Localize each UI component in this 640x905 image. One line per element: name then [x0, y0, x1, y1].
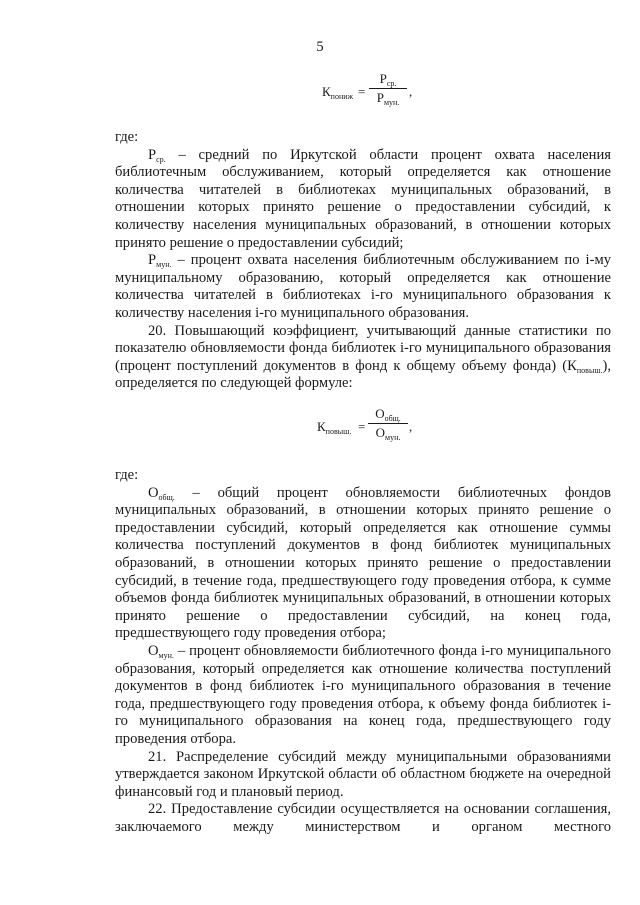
where-label: где: — [115, 467, 139, 483]
item-20-text: 20. Повышающий коэффициент, учитывающий данные статистики по показателю обновляемости фонда библиотек i-го муниципального образования (процент поступлений документов в фонд к общему объему фонда) (К — [115, 322, 611, 374]
item-20-subscript: повыш. — [576, 365, 603, 375]
formula-comma: , — [409, 419, 413, 434]
formula-numerator — [369, 71, 407, 89]
formula-lhs — [317, 419, 351, 435]
formula-denominator-subscript: мун. — [385, 433, 401, 442]
formula-equals: = — [358, 419, 366, 434]
definition-text: – процент обновляемости библиотечного фонда i-го муниципального образования, который определяется как отношение количества поступлений документов в фонд библиотек i-го муниципального образования в течение года, предшествующего году проведения отбора, к объему фонда библиотек i-го муниципального образования на конец года, предшествующего году проведения отбора. — [115, 642, 611, 747]
formula-fraction — [369, 71, 407, 106]
where-label: где: — [115, 129, 139, 145]
term-symbol: Р — [148, 252, 157, 269]
formula-numerator-subscript: ср. — [386, 79, 397, 88]
definition-text: – общий процент обновляемости библиотечных фондов муниципальных образований, в отношении которых принято решение о предоставлении субсидий, который определяется как отношение суммы количества поступлений документов в фонд библиотек муниципальных образований, в отношении которых принято решение о предоставлении субсидий, в течение года, предшествующего году проведения отбора, к сумме объемов фонда библиотек муниципальных образований, в отношении которых принято решение о предоставлении субсидий, на конец года, предшествующего году проведения отбора; — [115, 484, 611, 642]
definition-p-mun — [115, 252, 611, 322]
text-block-2 — [115, 467, 611, 836]
formula-lhs-subscript: повыш. — [325, 427, 352, 436]
formula-fraction — [368, 406, 408, 441]
term-subscript: мун. — [158, 650, 174, 660]
text-block-1 — [115, 129, 611, 393]
formula-numerator-symbol: О — [375, 406, 385, 421]
item-21: 21. Распределение субсидий между муниципальными образованиями утверждается законом Иркутской области об областном бюджете на очередной финансовый год и плановый период. — [115, 748, 611, 800]
definition-text: – процент охвата населения библиотечным обслуживанием по i-му муниципальному образованию, который определяется как отношение количества читателей в библиотеках i-го муниципального образования к количеству населения i-го муниципального образования. — [115, 252, 611, 321]
formula-denominator — [369, 89, 407, 106]
formula-denominator-symbol: О — [375, 425, 386, 440]
definition-text: – средний по Иркутской области процент охвата населения библиотечным обслуживанием, который определяется как отношение количества читателей в библиотеках муниципальных образований, в отношении которых принято решение о предоставлении субсидий, к количеству населения муниципальных образований, в отношении которых принято решение о предоставлении субсидий; — [115, 146, 611, 251]
term-symbol: Р — [148, 146, 157, 163]
formula-lhs-subscript: пониж — [330, 92, 354, 101]
formula-numerator — [368, 406, 408, 424]
formula-comma: , — [409, 84, 413, 99]
definition-o-obsh — [115, 485, 611, 643]
definition-p-sr — [115, 147, 611, 253]
formula-lhs-symbol: К — [322, 84, 331, 99]
term-p-mun — [148, 252, 171, 268]
formula-equals: = — [358, 84, 366, 99]
term-symbol: О — [148, 484, 159, 501]
formula-denominator-symbol: Р — [376, 90, 384, 105]
formula-lhs — [322, 84, 353, 100]
page-number: 5 — [316, 39, 324, 55]
formula-denominator-subscript: мун. — [383, 98, 400, 107]
term-p-sr — [148, 147, 166, 163]
formula-numerator-symbol: Р — [379, 71, 387, 86]
term-o-obsh — [148, 485, 175, 501]
term-subscript: ср. — [156, 154, 166, 164]
formula-numerator-subscript: общ. — [384, 414, 401, 423]
term-subscript: общ. — [158, 492, 175, 502]
item-20 — [115, 323, 611, 393]
term-symbol: О — [148, 642, 159, 659]
item-20-text-end: ), определяется по следующей формуле: — [115, 357, 611, 392]
item-22: 22. Предоставление субсидии осуществляется на основании соглашения, заключаемого между министерством и органом местного — [115, 801, 611, 835]
term-o-mun — [148, 643, 174, 659]
formula-lhs-symbol: К — [317, 419, 326, 434]
formula-denominator — [368, 424, 408, 441]
definition-o-mun — [115, 643, 611, 749]
term-subscript: мун. — [156, 260, 172, 270]
